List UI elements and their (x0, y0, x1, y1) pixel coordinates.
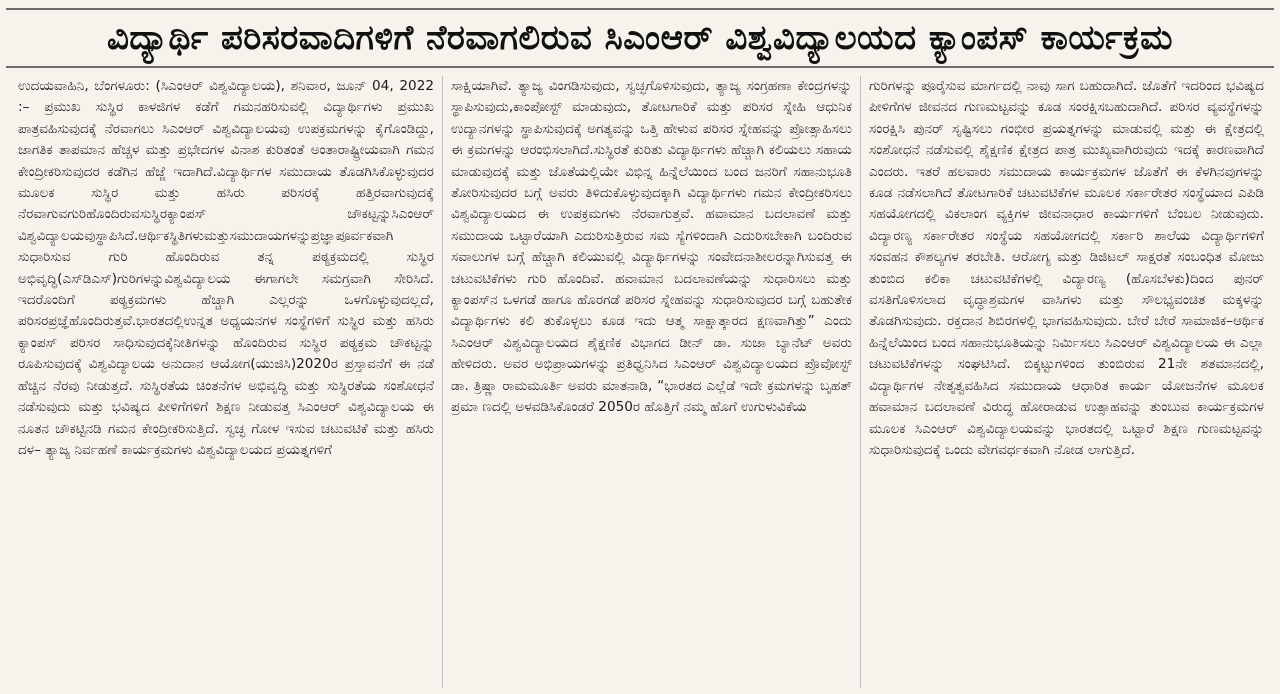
article-column-3 (860, 76, 1272, 688)
headline: ವಿದ್ಯಾರ್ಥಿ ಪರಿಸರವಾದಿಗಳಿಗೆ ನೆರವಾಗಲಿರುವ ಸಿಎಂಆರ್ ವಿಶ್ವವಿದ್ಯಾಲಯದ ಕ್ಯಾಂಪಸ್ ಕಾರ್ಯಕ್ರಮ (106, 18, 1174, 58)
column-3-text: ಗುರಿಗಳನ್ನು ಪೂರೈಸುವ ಮಾರ್ಗದಲ್ಲಿ ನಾವು ಸಾಗ ಬಹುದಾಗಿದೆ. ಜೊತೆಗೆ ಇದರಿಂದ ಭವಿಷ್ಯದ ಪೀಳಿಗೆಗಳ ಜೀವನದ ಗುಣಮಟ್ಟವನ್ನು ಕೂಡ ಸಂರಕ್ಷಿಸಬಹುದಾಗಿದೆ. ಪರಿಸರ ವ್ಯವಸ್ಥೆಗಳನ್ನು ಸಂರಕ್ಷಿಸಿ ಪುನರ್ ಸೃಷ್ಟಿಸಲು ಗಂಭೀರ ಪ್ರಯತ್ನಗಳನ್ನು ಮಾಡುವಲ್ಲಿ ಮತ್ತು ಈ ಕ್ಷೇತ್ರದಲ್ಲಿ ಸಂಶೋಧನೆ ನಡೆಸುವಲ್ಲಿ ಶೈಕ್ಷಣಿಕ ಕ್ಷೇತ್ರದ ಪಾತ್ರ ಮುಖ್ಯವಾಗಿರುವುದು ಇದಕ್ಕೆ ಕಾರಣವಾಗಿದೆ ಎಂದರು. ಇತರೆ ಹಲವಾರು ಸಮುದಾಯ ಕಾರ್ಯಕ್ರಮಗಳ ಜೊತೆಗೆ ಈ ಕೆಳಗಿನವುಗಳನ್ನು ಕೂಡ ನಡೆಸಲಾಗಿದೆ ತೋಟಗಾರಿಕೆ ಚಟುವಟಿಕೆಗಳ ಮೂಲಕ ಸರ್ಕಾರೇತರ ಸಂಸ್ಥೆಯಾದ ಎಪಿಡಿ ಸಹಯೋಗದಲ್ಲಿ ವಿಕಲಾಂಗ ವ್ಯಕ್ತಿಗಳ ಜೀವನಾಧಾರ ಕಾರ್ಯಗಳಿಗೆ ಬೆಂಬಲ ನೀಡುವುದು. ವಿದ್ಯಾರಣ್ಯ ಸರ್ಕಾರೇತರ ಸಂಸ್ಥೆಯ ಸಹಯೋಗದಲ್ಲಿ ಸರ್ಕಾರಿ ಶಾಲೆಯ ವಿದ್ಯಾರ್ಥಿಗಳಿಗೆ ಸಂವಹನ ಕೌಶಲ್ಯಗಳ ತರಬೇತಿ. ಆರೋಗ್ಯ ಮತ್ತು ಡಿಜಿಟಲ್ ಸಾಕ್ಷರತೆ ಸಂಬಂಧಿತ ಮೋಜು ತುಂಬಿದ ಕಲಿಕಾ ಚಟುವಟಿಕೆಗಳಲ್ಲಿ ವಿದ್ಯಾರಣ್ಯ (ಹೊಸಬೆಳಕು)ದಿಂದ ಪುನರ್ ವಸತಿಗೊಳಿಸಲಾದ ವೃದ್ಧಾಶ್ರಮಗಳ ವಾಸಿಗಳು ಮತ್ತು ಸೌಲಭ್ಯವಂಚಿತ ಮಕ್ಕಳನ್ನು ತೊಡಗಿಸುವುದು. ರಕ್ತದಾನ ಶಿಬಿರಗಳಲ್ಲಿ ಭಾಗವಹಿಸುವುದು. ಬೇರೆ ಬೇರೆ ಸಾಮಾಜಿಕ–ಆರ್ಥಿಕ ಹಿನ್ನೆಲೆಯಿಂದ ಬಂದ ಸಹಾನುಭೂತಿಯನ್ನು ನಿರ್ಮಿಸಲು ಸಿಎಂಆರ್ ವಿಶ್ವವಿದ್ಯಾಲಯ ಈ ಎಲ್ಲಾ ಚಟುವಟಿಕೆಗಳನ್ನು ಸಂಘಟಿಸಿದೆ. ಬಿಕ್ಕಟ್ಟುಗಳಿಂದ ತುಂಬಿರುವ 21ನೇ ಶತಮಾನದಲ್ಲಿ, ವಿದ್ಯಾರ್ಥಿಗಳ ನೇತೃತ್ವವಹಿಸಿದ ಸಮುದಾಯ ಆಧಾರಿತ ಕಾರ್ಯ ಯೋಜನೆಗಳ ಮೂಲಕ ಹವಾಮಾನ ಬದಲಾವಣೆ ವಿರುದ್ಧ ಹೋರಾಡುವ ಉತ್ಸಾಹವನ್ನು ತುಂಬುವ ಕಾರ್ಯಕ್ರಮಗಳ ಮೂಲಕ ಸಿಎಂಆರ್ ವಿಶ್ವವಿದ್ಯಾಲಯವನ್ನು ಭಾರತದಲ್ಲಿ ಒಟ್ಟಾರೆ ಶಿಕ್ಷಣ ಗುಣಮಟ್ಟವನ್ನು ಸುಧಾರಿಸುವುದಕ್ಕೆ ಒಂದು ವೇಗವರ್ಧಕವಾಗಿ ನೋಡ ಲಾಗುತ್ತಿದೆ. (869, 78, 1264, 458)
column-2-text: ಸಾಕ್ಷಿಯಾಗಿವೆ. ತ್ಯಾಜ್ಯ ವಿಂಗಡಿಸುವುದು, ಸ್ವಚ್ಛಗೊಳಿಸುವುದು, ತ್ಯಾಜ್ಯ ಸಂಗ್ರಹಣಾ ಕೇಂದ್ರಗಳನ್ನು ಸ್ಥಾಪಿಸುವುದು,ಕಾಂಪೋಸ್ಟ್ ಮಾಡುವುದು, ತೋಟಗಾರಿಕೆ ಮತ್ತು ಪರಿಸರ ಸ್ನೇಹಿ ಆಧುನಿಕ ಉದ್ಯಾನಗಳನ್ನು ಸ್ಥಾಪಿಸುವುದಕ್ಕೆ ಅಗತ್ಯವನ್ನು ಒತ್ತಿ ಹೇಳುವ ಪರಿಸರ ಸ್ನೇಹವನ್ನು ಪ್ರೋತ್ಸಾಹಿಸಲು ಈ ಕ್ರಮಗಳನ್ನು ಆರಂಭಿಸಲಾಗಿದೆ.ಸುಸ್ಥಿರತೆ ಕುರಿತು ವಿದ್ಯಾರ್ಥಿಗಳು ಹೆಚ್ಚಾಗಿ ಕಲಿಯಲು ಸಹಾಯ ಮಾಡುವುದಕ್ಕೆ ಮತ್ತು ಜೊತೆಯಲ್ಲಿಯೇ ವಿಭಿನ್ನ ಹಿನ್ನೆಲೆಯಿಂದ ಬಂದ ಜನರಿಗೆ ಸಹಾನುಭೂತಿ ತೋರಿಸುವುದರ ಬಗ್ಗೆ ಅವರು ತಿಳಿದುಕೊಳ್ಳುವುದಕ್ಕಾಗಿ ವಿದ್ಯಾರ್ಥಿಗಳು ಗಮನ ಕೇಂದ್ರೀಕರಿಸಲು ವಿಶ್ವವಿದ್ಯಾಲಯದ ಈ ಉಪಕ್ರಮಗಳು ನೆರವಾಗುತ್ತವೆ. ಹವಾಮಾನ ಬದಲಾವಣೆ ಮತ್ತು ಸಮುದಾಯ ಒಟ್ಟಾರೆಯಾಗಿ ಎದುರಿಸುತ್ತಿರುವ ಸಮ ಸ್ಯೆಗಳಿಂದಾಗಿ ಎದುರಿಸಬೇಕಾಗಿ ಬಂದಿರುವ ಸವಾಲುಗಳ ಬಗ್ಗೆ ಹೆಚ್ಚಾಗಿ ಕಲಿಯುವಲ್ಲಿ ವಿದ್ಯಾರ್ಥಿಗಳನ್ನು ಸಂವೇದನಾಶೀಲರನ್ನಾಗಿಸುವತ್ತ ಈ ಚಟುವಟಿಕೆಗಳು ಗುರಿ ಹೊಂದಿವೆ. ಹವಾಮಾನ ಬದಲಾವಣೆಯನ್ನು ಸುಧಾರಿಸಲು ಮತ್ತು ಕ್ಯಾಂಪಸ್‌ನ ಒಳಗಡೆ ಹಾಗೂ ಹೊರಗಡೆ ಪರಿಸರ ಸ್ನೇಹವನ್ನು ಸುಧಾರಿಸುವುದರ ಬಗ್ಗೆ ಬಹುತೇಕ ವಿದ್ಯಾರ್ಥಿಗಳು ಕಲಿ ತುಕೊಳ್ಳಲು ಕೂಡ ಇದು ಆತ್ಮ ಸಾಕ್ಷಾತ್ಕಾರದ ಕ್ಷಣವಾಗಿತ್ತು” ಎಂದು ಸಿಎಂಆರ್ ವಿಶ್ವವಿದ್ಯಾಲಯದ ಶೈಕ್ಷಣಿಕ ವಿಭಾಗದ ಡೀನ್ ಡಾ. ಸುಜಾ ಬ್ಯಾನೆಟ್ ಅವರು ಹೇಳಿದರು. ಅವರ ಅಭಿಪ್ರಾಯಗಳನ್ನು ಪ್ರತಿಧ್ವನಿಸಿದ ಸಿಎಂಆರ್ ವಿಶ್ವವಿದ್ಯಾಲಯದ ಪ್ರೊವೋಸ್ಟ್ ಡಾ. ತ್ರಿಷ್ಣಾ ರಾಮಮೂರ್ತಿ ಅವರು ಮಾತನಾಡಿ, “ಭಾರತದ ಎಲ್ಲೆಡೆ ಇದೇ ಕ್ರಮಗಳನ್ನು ಬೃಹತ್ ಪ್ರಮಾ ಣದಲ್ಲಿ ಅಳವಡಿಸಿಕೊಂಡರೆ 2050ರ ಹೊತ್ತಿಗೆ ನಮ್ಮ ಹೊಗೆ ಉಗುಳುವಿಕೆಯ (451, 78, 852, 416)
article-column-2 (442, 76, 860, 688)
column-1-text: ಉದಯವಾಹಿನಿ, ಬೆಂಗಳೂರು: (ಸಿಎಂಆರ್ ವಿಶ್ವವಿದ್ಯಾಲಯ), ಶನಿವಾರ, ಜೂನ್ 04, 2022 :– ಪ್ರಮುಖ ಸುಸ್ಥಿರ ಕಾಳಜಿಗಳ ಕಡೆಗೆ ಗಮನಹರಿಸುವಲ್ಲಿ ವಿದ್ಯಾರ್ಥಿಗಳು ಪ್ರಮುಖ ಪಾತ್ರವಹಿಸುವುದಕ್ಕೆ ನೆರವಾಗಲು ಸಿಎಂಆರ್ ವಿಶ್ವವಿದ್ಯಾಲಯವು ಉಪಕ್ರಮಗಳನ್ನು ಕೈಗೊಂಡಿದ್ದು, ಜಾಗತಿಕ ತಾಪಮಾನ ಹೆಚ್ಚಳ ಮತ್ತು ಪ್ರಭೇದಗಳ ವಿನಾಶ ಕುರಿತಂತೆ ಅಂತಾರಾಷ್ಟ್ರೀಯವಾಗಿ ಗಮನ ಕೇಂದ್ರೀಕರಿಸುವುದರ ಕಡೆಗಿನ ಹೆಜ್ಜೆ ಇದಾಗಿದೆ.ವಿದ್ಯಾರ್ಥಿಗಳ ಸಮುದಾಯ ತೊಡಗಿಸಿಕೊಳ್ಳುವುದರ ಮೂಲಕ ಸುಸ್ಥಿರ ಮತ್ತು ಹಸಿರು ಪರಿಸರಕ್ಕೆ ಹತ್ತಿರವಾಗುವುದಕ್ಕೆ ನೆರವಾಗುವಗುರಿಹೊಂದಿರುವಸುಸ್ಥಿರಕ್ಯಾಂಪಸ್ ಚೌಕಟ್ಟನ್ನುಸಿಎಂಆರ್ ವಿಶ್ವವಿದ್ಯಾಲಯವುಸ್ಥಾಪಿಸಿದೆ.ಆರ್ಥಿಕಸ್ಥಿತಿಗಳುಮತ್ತುಸಮುದಾಯಗಳನ್ನುಪ್ರಜ್ಞಾಪೂರ್ವಕವಾಗಿ ಸುಧಾರಿಸುವ ಗುರಿ ಹೊಂದಿರುವ ತನ್ನ ಪಠ್ಯಕ್ರಮದಲ್ಲಿ ಸುಸ್ಥಿರ ಅಭಿವೃದ್ಧಿ(ಎಸ್‌ಡಿಎಸ್)ಗುರಿಗಳನ್ನುವಿಶ್ವವಿದ್ಯಾಲಯ ಈಗಾಗಲೇ ಸಮಗ್ರವಾಗಿ ಸೇರಿಸಿದೆ. ಇದರೊಂದಿಗೆ ಪಠ್ಯಕ್ರಮಗಳು ಹೆಚ್ಚಾಗಿ ಎಲ್ಲರನ್ನು ಒಳಗೊಳ್ಳುವುದಲ್ಲದೆ, ಪರಿಸರಪ್ರಜ್ಞೆಹೊಂದಿರುತ್ತವೆ.ಭಾರತದಲ್ಲಿಉನ್ನತ ಅಧ್ಯಯನಗಳ ಸಂಸ್ಥೆಗಳಿಗೆ ಸುಸ್ಥಿರ ಮತ್ತು ಹಸಿರು ಕ್ಯಾಂಪಸ್ ಪರಿಸರ ಸಾಧಿಸುವುದಕ್ಕೆನೀತಿಗಳನ್ನು ಹೊಂದಿರುವ ಸುಸ್ಥಿರ ಪಠ್ಯಕ್ರಮ ಚೌಕಟ್ಟನ್ನು ರೂಪಿಸುವುದಕ್ಕೆ ವಿಶ್ವವಿದ್ಯಾಲಯ ಅನುದಾನ ಆಯೋಗ(ಯುಜಿಸಿ)2020ರ ಪ್ರಸ್ತಾವನೆಗೆ ಈ ನಡೆ ಹೆಚ್ಚಿನ ನೆರವು ನೀಡುತ್ತದೆ. ಸುಸ್ಥಿರತೆಯ ಚಿಂತನೆಗಳ ಅಭಿವೃದ್ಧಿ ಮತ್ತು ಸುಸ್ಥಿರತೆಯ ಸಂಶೋಧನೆ ನಡೆಸುವುದು ಮತ್ತು ಭವಿಷ್ಯದ ಪೀಳಿಗೆಗಳಿಗೆ ಶಿಕ್ಷಣ ನೀಡುವತ್ತ ಸಿಎಂಆರ್ ವಿಶ್ವವಿದ್ಯಾಲಯ ಈ ನೂತನ ಚೌಕಟ್ಟಿನಡಿ ಗಮನ ಕೇಂದ್ರೀಕರಿಸುತ್ತಿದೆ. ಸ್ವಚ್ಛ ಗೋಳ ಇಸುವ ಚಟುವಟಿಕೆ ಮತ್ತು ಹಸಿರು ದಳ– ತ್ಯಾಜ್ಯ ನಿರ್ವಹಣೆ ಕಾರ್ಯಕ್ರಮಗಳು ವಿಶ್ವವಿದ್ಯಾಲಯದ ಪ್ರಯತ್ನಗಳಿಗೆ (18, 78, 434, 458)
headline-band (6, 8, 1274, 68)
article-body (10, 76, 1272, 688)
article-column-1 (10, 76, 442, 688)
